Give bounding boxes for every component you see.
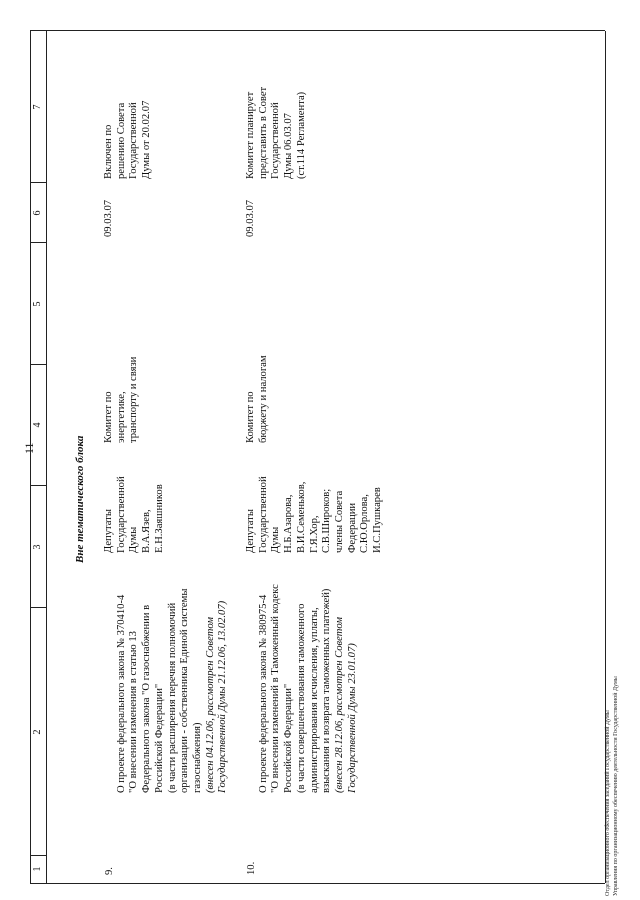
column-divider-1 (30, 855, 46, 856)
agenda-table (30, 30, 605, 884)
consideration-date: 09.03.07 (103, 199, 114, 237)
column-number-4: 4 (32, 422, 43, 428)
inclusion-note: Комитет планирует представить в Совет Государственной Думы 06.03.07 (ст.114 Регламента) (245, 86, 307, 179)
column-divider-2 (30, 607, 46, 608)
column-number-5: 5 (32, 301, 43, 307)
responsible-committee: Комитет по бюджету и налогам (245, 355, 269, 443)
bill-description (103, 533, 230, 793)
responsible-committee: Комитет по энергетике, транспорту и связи (103, 356, 140, 443)
bill-text: О проекте федерального закона № 380975-4 "О внесении изменений в Таможенный кодекс Российской Федерации" (в части совершенствования таможенного администрирования исчисления, уплаты, взыскания и возврата таможенных платежей) (257, 584, 333, 793)
footer-department: Отдел организационного обеспечения заседаний Государственной Думы Управления по организационному обеспечению деятельности Государственной Думы (605, 676, 619, 896)
bill-authors: Депутаты Государственной Думы В.А.Язев, Е.Н.Заяшников (103, 476, 165, 553)
column-number-2: 2 (32, 729, 43, 735)
page-number: 11 (22, 442, 36, 454)
column-number-1: 1 (32, 866, 43, 872)
consideration-date: 09.03.07 (245, 199, 256, 237)
column-divider-3 (30, 485, 46, 486)
column-number-6: 6 (32, 210, 43, 216)
section-title: Вне тематического блока (74, 435, 86, 563)
header-row-border (46, 31, 47, 883)
bill-authors: Депутаты Государственной Думы Н.Б.Азарова, В.И.Семеньков, Г.Я.Хор, С.В.Широков; члены Совета Федерации С.Ю.Орлова, И.С.Пушкарев (245, 476, 384, 553)
bill-status: (внесен 28.12.06, рассмотрен Советом Государственной Думы 23.01.07) (333, 617, 358, 793)
table-top-border (30, 31, 31, 883)
column-number-7: 7 (32, 104, 43, 110)
column-divider-6 (30, 182, 46, 183)
inclusion-note: Включен по решению Совета Государственной Думы от 20.02.07 (103, 100, 153, 179)
row-number: 9. (104, 867, 115, 875)
row-number: 10. (246, 861, 257, 875)
column-number-3: 3 (32, 544, 43, 550)
bill-text: О проекте федерального закона № 370410-4 "О внесении изменения в статью 13 Федерального закона "О газоснабжении в Российской Федерации" (в части расширения перечня полномочий организации - собственника Единой системы газоснабжения) (115, 588, 203, 793)
bill-status: (внесен 04.12.06, рассмотрен Советом Государственной Думы 21.12.06, 13.02.07) (204, 600, 229, 793)
column-divider-5 (30, 242, 46, 243)
column-divider-4 (30, 364, 46, 365)
